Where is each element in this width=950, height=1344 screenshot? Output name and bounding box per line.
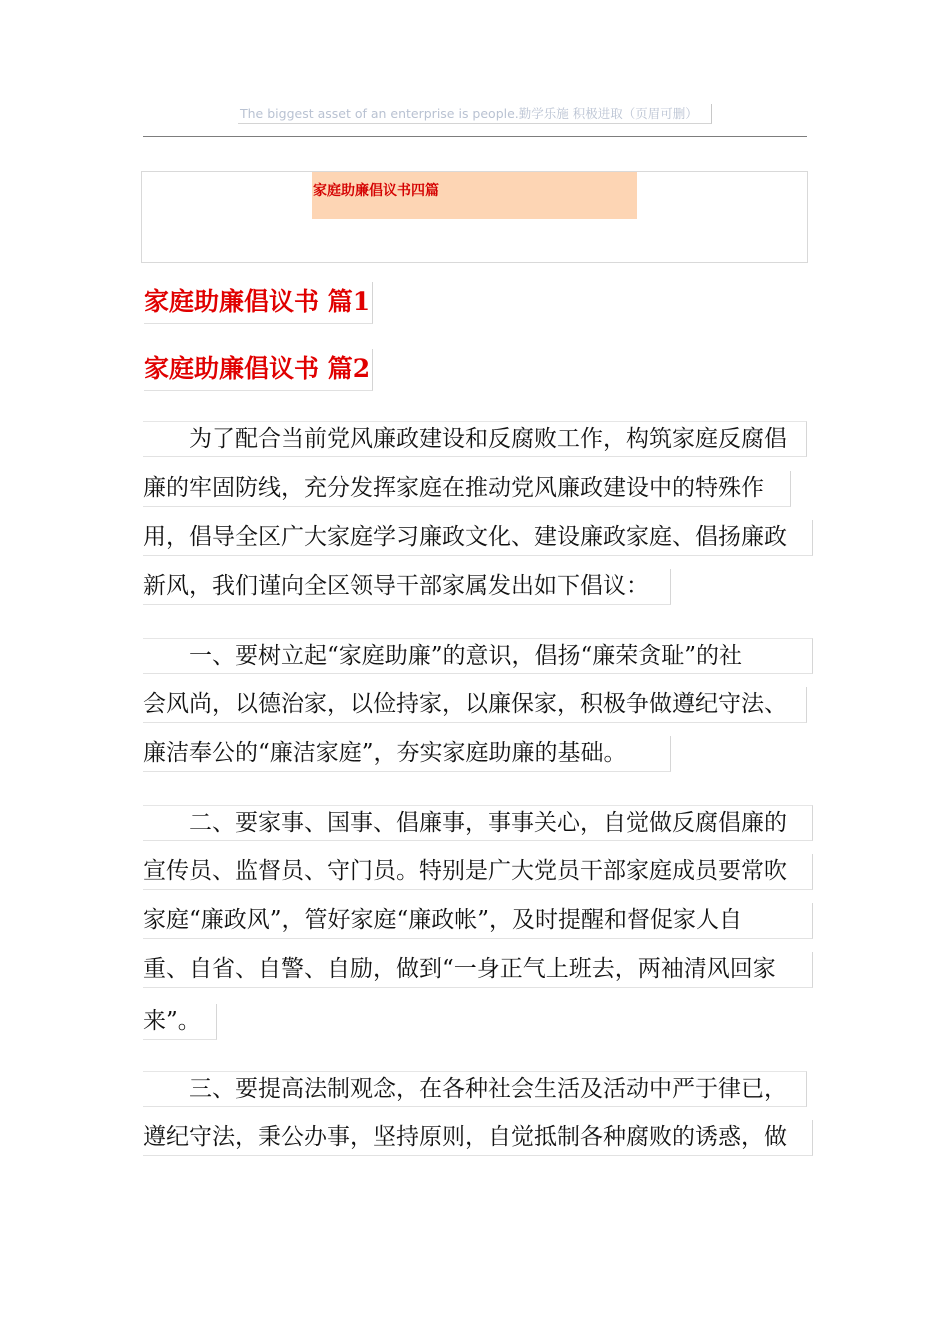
paragraph-3-line-5: 来”。 [143, 1004, 217, 1040]
paragraph-3-line-4: 重、自省、自警、自励，做到“一身正气上班去，两袖清风回家 [143, 952, 813, 988]
paragraph-2-line-3: 廉洁奉公的“廉洁家庭”，夯实家庭助廉的基础。 [143, 736, 671, 772]
paragraph-3-line-3: 家庭“廉政风”，管好家庭“廉政帐”，及时提醒和督促家人自 [143, 903, 813, 939]
section-heading-1: 家庭助廉倡议书 篇1 [144, 282, 373, 324]
paragraph-1-line-1: 为了配合当前党风廉政建设和反腐败工作，构筑家庭反腐倡 [143, 421, 807, 457]
paragraph-1-line-4: 新风，我们谨向全区领导干部家属发出如下倡议： [143, 569, 671, 605]
paragraph-3-line-2: 宣传员、监督员、守门员。特别是广大党员干部家庭成员要常吹 [143, 854, 813, 890]
paragraph-4-line-1: 三、要提高法制观念，在各种社会生活及活动中严于律已， [143, 1071, 807, 1107]
page-header-slogan: The biggest asset of an enterprise is people.勤学乐施 积极进取（页眉可删） [238, 104, 712, 124]
paragraph-3-line-1: 二、要家事、国事、倡廉事，事事关心，自觉做反腐倡廉的 [143, 805, 813, 841]
paragraph-1-line-3: 用，倡导全区广大家庭学习廉政文化、建设廉政家庭、倡扬廉政 [143, 520, 813, 556]
paragraph-4-line-2: 遵纪守法，秉公办事，坚持原则，自觉抵制各种腐败的诱惑，做 [143, 1120, 813, 1156]
paragraph-1-line-2: 廉的牢固防线，充分发挥家庭在推动党风廉政建设中的特殊作 [143, 471, 791, 507]
header-divider [143, 136, 807, 137]
paragraph-2-line-1: 一、要树立起“家庭助廉”的意识，倡扬“廉荣贪耻”的社 [143, 638, 813, 674]
section-heading-2: 家庭助廉倡议书 篇2 [144, 349, 373, 391]
paragraph-2-line-2: 会风尚，以德治家，以俭持家，以廉保家，积极争做遵纪守法、 [143, 687, 807, 723]
document-title: 家庭助廉倡议书四篇 [313, 183, 439, 199]
